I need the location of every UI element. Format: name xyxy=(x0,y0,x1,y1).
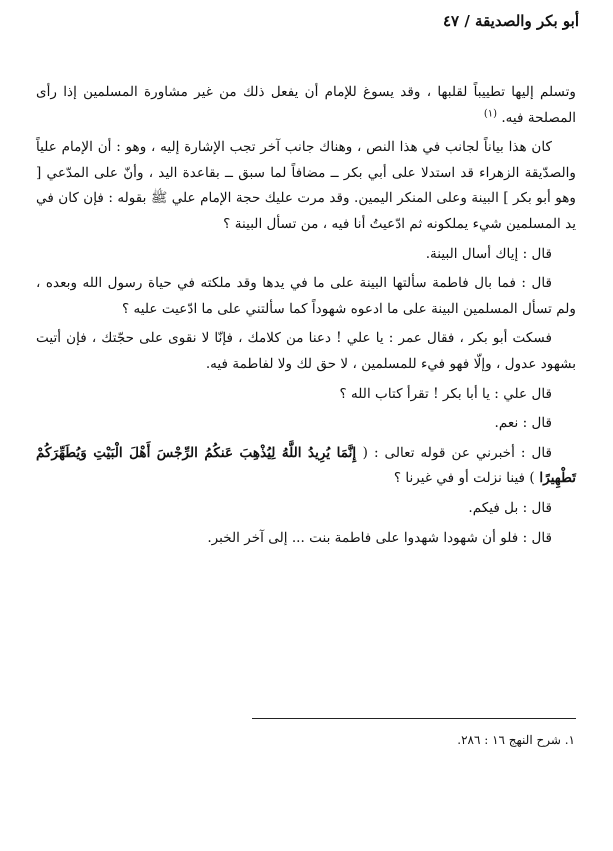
body-text xyxy=(36,80,576,555)
paragraph: قال : بل فيكم. xyxy=(468,499,552,516)
paragraph: قال : فلو أن شهودا شهدوا على فاطمة بنت ... إلى آخر الخبر. xyxy=(207,529,552,546)
running-header: أبو بكر والصديقة / ٤٧ xyxy=(443,12,579,30)
paragraph: فسكت أبو بكر ، فقال عمر : يا علي ! دعنا من كلامك ، فإنّا لا نقوى على حجّتك ، فإن أتيت بشهود عدول ، وإلّا فهو فيء للمسلمين ، لا حق لك ولا لفاطمة فيه. xyxy=(36,330,576,372)
paragraph-text: وتسلم إليها تطييباً لقلبها ، وقد يسوغ للإمام أن يفعل ذلك من غير مشاورة المسلمين إذا رأى المصلحة فيه. xyxy=(36,84,576,126)
quran-verse: إِنَّمَا يُرِيدُ اللَّهُ لِيُذْهِبَ عَنكُمُ الرِّجْسَ أَهْلَ الْبَيْتِ وَيُطَهِّرَكُمْ تَطْهِيرًا xyxy=(36,444,576,487)
paragraph: قال : إياك أسال البينة. xyxy=(425,245,552,262)
paragraph: قال : فما بال فاطمة سألتها البينة على ما في يدها وقد ملكته في حياة رسول الله وبعده ، ولم تسأل المسلمين البينة على ما ادعوه شهوداً كما سألتني على ما ادّعيت عليه ؟ xyxy=(36,275,576,317)
paragraph xyxy=(36,80,576,131)
paragraph xyxy=(36,441,576,492)
paragraph: قال : نعم. xyxy=(494,415,552,432)
paragraph-text: ) فينا نزلت أو في غيرنا ؟ xyxy=(393,470,535,487)
footnote-divider xyxy=(252,718,576,719)
paragraph-text: قال : أخبرني عن قوله تعالى : ( xyxy=(362,444,552,461)
paragraph: قال علي : يا أبا بكر ! تقرأ كتاب الله ؟ xyxy=(339,385,552,402)
footnote: ١. شرح النهج ١٦ : ٢٨٦. xyxy=(457,733,575,747)
paragraph: كان هذا بياناً لجانب في هذا النص ، وهناك جانب آخر تجب الإشارة إليه ، وهو : أن الإمام علياً والصدّيقة الزهراء قد استدلا على أبي بكر ــ مضافاً لما سبق ــ بقاعدة اليد ، وأنّ على المدّعي [ وهو أبو بكر ] البينة وعلى المنكر اليمين. وقد مرت عليك حجة الإمام علي ﷺ بقوله : فإن كان في يد المسلمين شيء يملكونه ثم ادّعيتُ أنا فيه ، من تسأل البينة ؟ xyxy=(36,139,576,232)
footnote-marker: (١) xyxy=(483,108,497,120)
